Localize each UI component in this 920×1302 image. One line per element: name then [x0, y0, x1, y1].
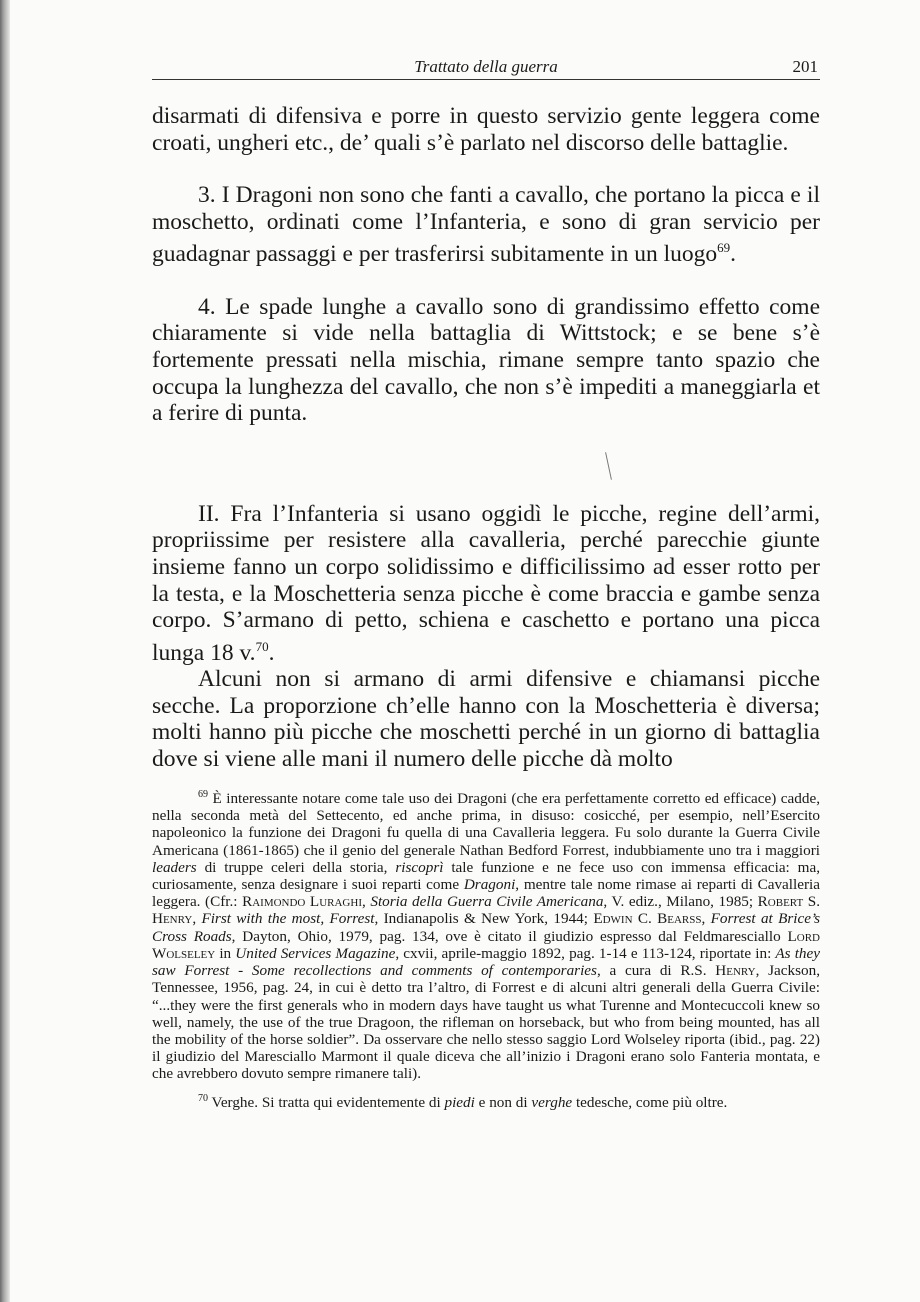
book-title: Forrest at Brice’s Cross Roads — [152, 910, 820, 945]
paragraph-4-text: II. Fra l’Infanteria si usano oggidì le picche, regine dell’armi, propriissime per resistere alla cavalleria, perché parecchie giunte insieme fanno un corpo solidissimo e difficilissimo ad esser rotto per la testa, e la Moschetteria senza picche è come braccia e gambe senza corpo. S’armano di petto, schiena e caschetto e portano una picca lunga 18 v. — [152, 500, 820, 666]
footnote-text: in — [215, 944, 236, 962]
running-title: Trattato della guerra — [414, 57, 558, 76]
paragraph-1: disarmati di difensiva e porre in questo servizio gente leggera come croati, ungheri etc., de’ quali s’è parlato nel discorso delle battaglie. — [152, 103, 820, 156]
author-name: Bearss — [657, 910, 702, 928]
book-title: Storia della Guerra Civile Americana — [370, 893, 604, 911]
footnote-text: Verghe. Si tratta qui evidentemente di — [211, 1093, 445, 1111]
footnote-ref-70: 70 — [255, 638, 269, 654]
footnote-text: , Dayton, Ohio, 1979, pag. 134, ove è citato il giudizio espresso dal Feldmaresciallo — [231, 927, 788, 945]
body-text — [152, 103, 820, 773]
book-title: First with the most, Forrest — [201, 910, 375, 928]
footnote-text: , Jackson, Tennessee, 1956, pag. 24, in cui è detto tra l’altro, di Forrest e di alcuni altri generali della Guerra Civile: “...they were the first generals who in modern days have taught us what Turenne and Montecuccoli knew so well, namely, the use of the true Dragoon, the rifleman on horseback, but who from being mounted, has all the mobility of the horse soldier”. Da osservare che nello stesso saggio Lord Wolseley riporta (ibid., pag. 22) il giudizio del Maresciallo Marmont il quale diceva che all’inizio i Dragoni erano solo Fanteria montata, e che avrebbero dovuto sempre rimanere tali). — [152, 962, 821, 1083]
page-number: 201 — [792, 57, 818, 76]
book-title: United Services Magazine — [235, 944, 396, 962]
footnotes — [152, 786, 820, 1111]
footnote-text: , a cura di R.S. — [596, 962, 716, 980]
footnote-text: , Indianapolis & New York, 1944; — [374, 910, 594, 928]
footnote-text: È interessante notare come tale uso dei Dragoni (che era perfettamente corretto ed efficace) cadde, nella seconda metà del Settecento, ed anche prima, in disuso: cosicché, per esempio, nell’Esercito napoleonico la funzione dei Dragoni fu quella di una Cavalleria leggera. Fu solo durante la Guerra Civile Americana (1861-1865) che il genio del generale Nathan Bedford Forrest, indubbiamente uno tra i maggiori — [152, 790, 821, 859]
author-name: Lord Wolseley — [152, 927, 820, 962]
footnote-text: , — [701, 910, 711, 928]
footnote-text: tedesche, come più oltre. — [572, 1093, 728, 1111]
footnote-text: , — [192, 910, 202, 928]
footnote-mark: 69 — [198, 789, 208, 800]
footnote-italic: verghe — [531, 1093, 573, 1111]
author-name: Henry — [152, 910, 193, 928]
author-name: Henry — [715, 962, 756, 980]
paragraph-2 — [152, 182, 820, 268]
binding-shadow — [0, 0, 10, 1302]
footnote-text: , cxvii, aprile-maggio 1892, pag. 1-14 e 113-124, riportate in: — [395, 944, 776, 962]
paragraph-3: 4. Le spade lunghe a cavallo sono di grandissimo effetto come chiaramente si vide nella battaglia di Wittstock; e se bene s’è fortemente pressati nella mischia, rimane sempre tanto spazio che occupa la lunghezza del cavallo, che non s’è impediti a maneggiarla et a ferire di punta. — [152, 293, 820, 427]
footnote-text: tale funzione e ne fece uso con immensa efficacia: ma, curiosamente, senza designare i suoi reparti come — [152, 858, 820, 894]
paragraph-5: Alcuni non si armano di armi difensive e chiamansi picche secche. La proporzione ch’elle hanno con la Moschetteria è diversa; molti hanno più picche che moschetti perché in un giorno di battaglia dove si viene alle mani il numero delle picche dà molto — [152, 666, 820, 772]
footnote-70 — [152, 1090, 820, 1111]
paragraph-4 — [152, 501, 820, 666]
footnote-italic: piedi — [444, 1093, 475, 1111]
footnote-mark: 70 — [198, 1092, 208, 1104]
author-name: Robert — [757, 893, 804, 911]
footnote-text: S. — [803, 893, 821, 911]
footnote-text: C. — [632, 910, 658, 928]
footnote-text: , — [361, 893, 371, 911]
paragraph-4-end: . — [268, 639, 275, 666]
footnote-text: , V. ediz., Milano, 1985; — [603, 893, 758, 911]
footnote-italic: leaders — [152, 858, 197, 876]
footnote-text: , mentre tale nome rimase ai reparti di Cavalleria leggera. (Cfr.: — [152, 876, 820, 911]
footnote-italic: riscoprì — [395, 858, 444, 876]
paragraph-2-text: 3. I Dragoni non sono che fanti a cavallo, che portano la picca e il moschetto, ordinati come l’Infanteria, e sono di gran servicio per guadagnar passaggi e per trasferirsi subitamente in un luogo — [152, 182, 820, 268]
book-title: As they saw Forrest - Some recollections and comments of contemporaries — [152, 944, 821, 980]
running-head — [152, 57, 820, 80]
author-name: Edwin — [593, 910, 633, 928]
author-name: Raimondo Luraghi — [242, 893, 362, 911]
footnote-italic: Dragoni — [463, 876, 516, 894]
footnote-text: di truppe celeri della storia, — [196, 858, 396, 876]
footnote-ref-69: 69 — [717, 240, 731, 256]
footnote-69 — [152, 786, 820, 1083]
paragraph-2-end: . — [730, 241, 737, 268]
footnote-text: e non di — [474, 1093, 532, 1111]
